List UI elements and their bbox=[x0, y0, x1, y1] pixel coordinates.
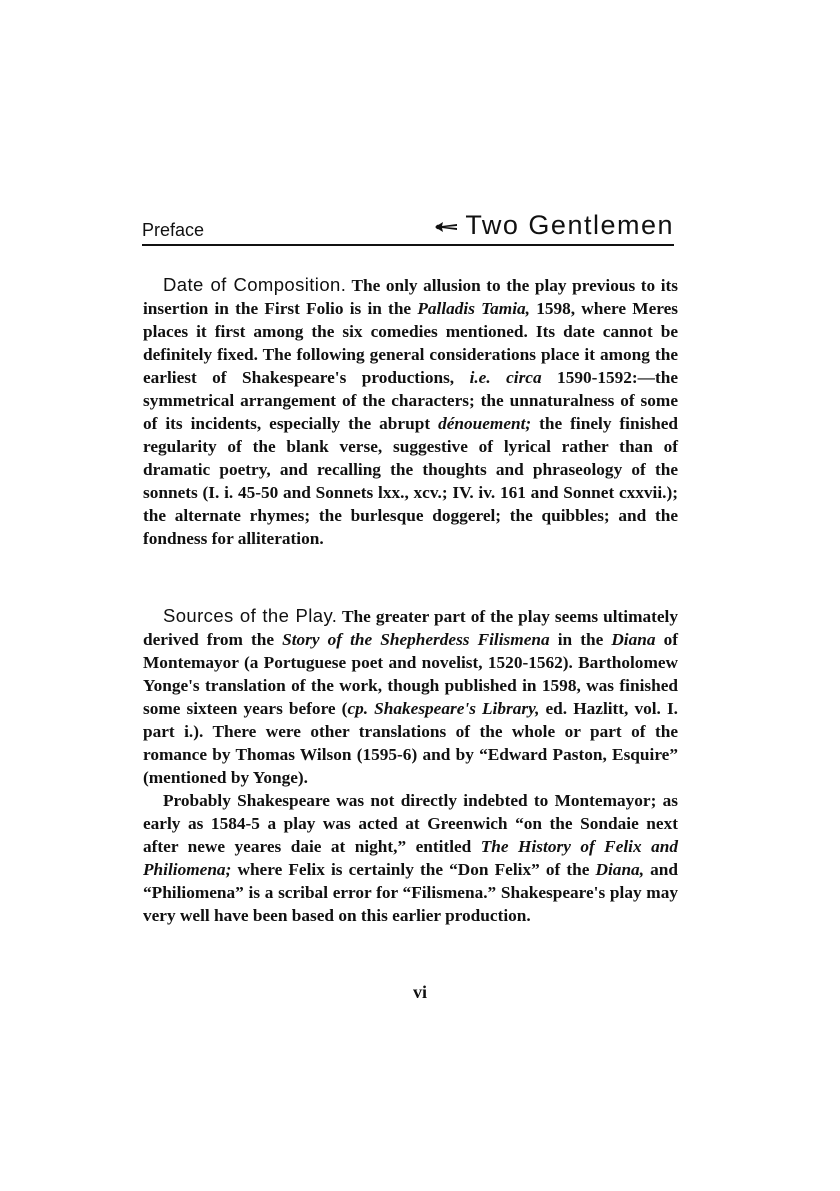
fleuron-icon bbox=[433, 220, 459, 234]
running-title bbox=[433, 210, 674, 241]
section-label: Preface bbox=[142, 220, 205, 240]
date-of-composition-section bbox=[143, 273, 678, 550]
paragraph: Probably Shakespeare was not directly indebted to Montemayor; as early as 1584-5 a play was acted at Greenwich “on the Sondaie next after newe yeares daie at night,” entitled The History of Felix and Philiomena; where Felix is certainly the “Don Felix” of the Diana, and “Philiomena” is a scribal error for “Filismena.” Shakespeare's play may very well have been based on this earlier production. bbox=[143, 791, 679, 925]
title-text: Two Gentlemen bbox=[465, 210, 674, 240]
running-header bbox=[142, 212, 674, 246]
sources-of-the-play-section bbox=[143, 604, 678, 927]
section-heading: Sources of the Play. bbox=[163, 605, 338, 626]
paragraph: Sources of the Play. The greater part of the play seems ultimately derived from the Story of the Shepherdess Filismena in the Diana of Montemayor (a Portuguese poet and novelist, 1520-1562). Bartholomew Yonge's translation of the work, though published in 1598, was finished some sixteen years before (cp. Shakespeare's Library, ed. Hazlitt, vol. I. part i.). There were other translations of the whole or part of the romance by Thomas Wilson (1595-6) and by “Edward Paston, Esquire” (mentioned by Yonge). bbox=[143, 605, 678, 787]
page-number: vi bbox=[412, 982, 427, 1002]
section-heading: Date of Composition. bbox=[163, 274, 347, 295]
paragraph: Date of Composition. The only allusion to the play previous to its insertion in the First Folio is in the Palladis Tamia, 1598, where Meres places it first among the six comedies mentioned. Its date cannot be definitely fixed. The following general considerations place it among the earliest of Shakespeare's productions, i.e. circa 1590-1592:—the symmetrical arrangement of the characters; the unnaturalness of some of its incidents, especially the abrupt dénouement; the finely finished regularity of the blank verse, suggestive of lyrical rather than of dramatic poetry, and recalling the thoughts and phraseology of the sonnets (I. i. 45-50 and Sonnets lxx., xcv.; IV. iv. 161 and Sonnet cxxvii.); the alternate rhymes; the burlesque doggerel; the quibbles; and the fondness for alliteration. bbox=[143, 274, 679, 548]
